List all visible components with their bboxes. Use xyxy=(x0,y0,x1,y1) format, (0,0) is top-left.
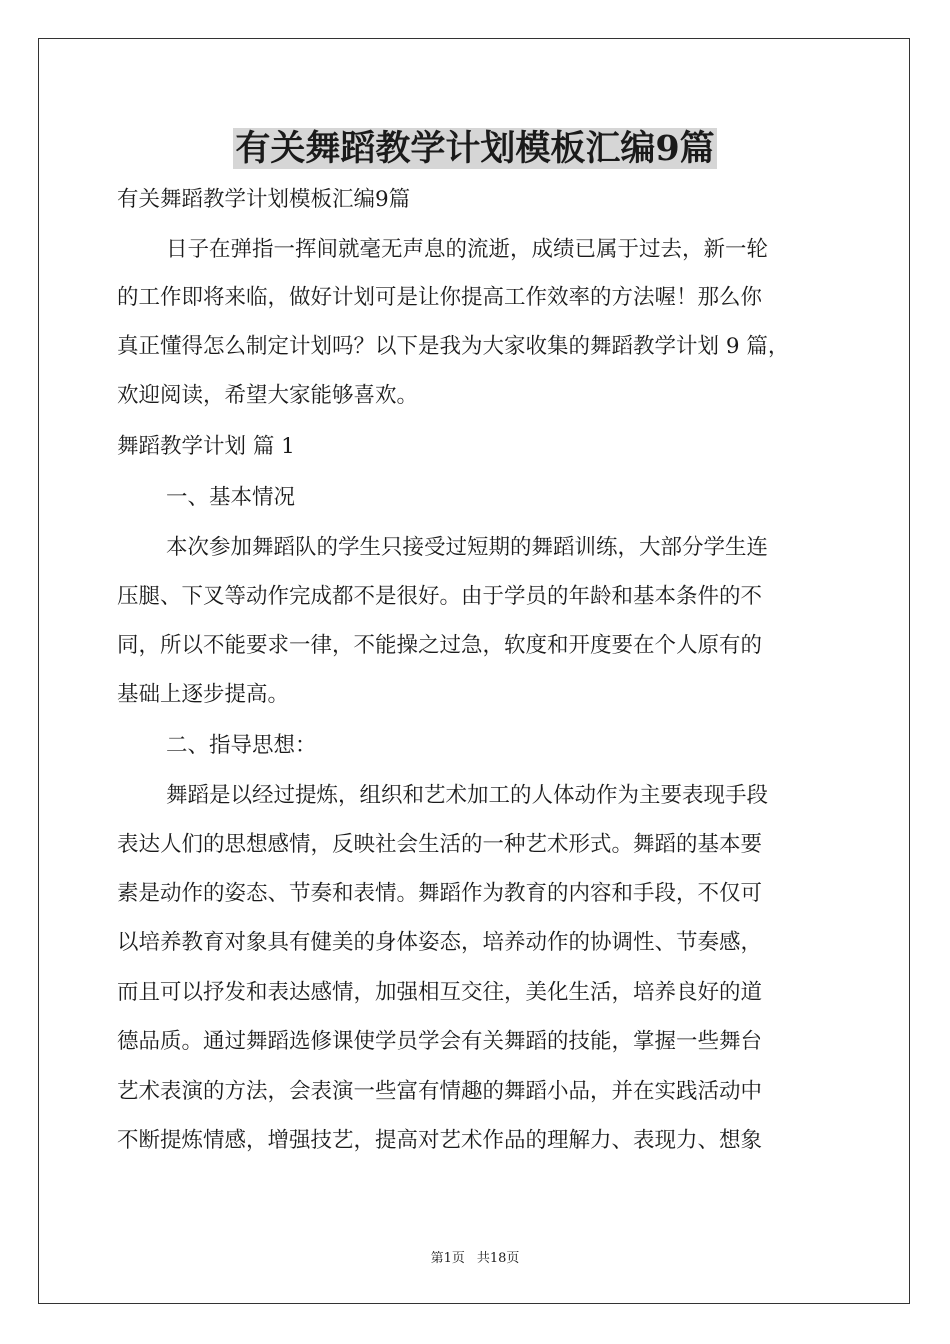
intro-line: 欢迎阅读，希望大家能够喜欢。 xyxy=(117,383,419,408)
paragraph-line: 不断提炼情感，增强技艺，提高对艺术作品的理解力、表现力、想象 xyxy=(117,1128,763,1153)
paragraph-line: 基础上逐步提高。 xyxy=(117,682,290,707)
document-title xyxy=(0,124,950,174)
page-footer xyxy=(0,1250,950,1268)
heading-basic-situation: 一、基本情况 xyxy=(166,485,296,510)
paragraph-line: 素是动作的姿态、节奏和表情。舞蹈作为教育的内容和手段，不仅可 xyxy=(117,881,763,906)
paragraph-line: 德品质。通过舞蹈选修课使学员学会有关舞蹈的技能，掌握一些舞台 xyxy=(117,1029,763,1054)
paragraph-line: 以培养教育对象具有健美的身体姿态，培养动作的协调性、节奏感， xyxy=(117,930,763,955)
paragraph-line: 而且可以抒发和表达感情，加强相互交往，美化生活，培养良好的道 xyxy=(117,980,763,1005)
paragraph-line: 表达人们的思想感情，反映社会生活的一种艺术形式。舞蹈的基本要 xyxy=(117,832,763,857)
paragraph-line: 艺术表演的方法，会表演一些富有情趣的舞蹈小品，并在实践活动中 xyxy=(117,1079,763,1104)
intro-line: 真正懂得怎么制定计划吗？以下是我为大家收集的舞蹈教学计划 9 篇， xyxy=(117,334,790,359)
page-total: 共18页 xyxy=(476,1251,520,1266)
document-subtitle: 有关舞蹈教学计划模板汇编9篇 xyxy=(117,187,411,212)
page-border xyxy=(38,38,910,1304)
section-heading: 舞蹈教学计划 篇 1 xyxy=(117,434,295,459)
paragraph-line: 压腿、下叉等动作完成都不是很好。由于学员的年龄和基本条件的不 xyxy=(117,584,763,609)
paragraph-line: 舞蹈是以经过提炼，组织和艺术加工的人体动作为主要表现手段 xyxy=(166,783,769,808)
intro-line: 的工作即将来临，做好计划可是让你提高工作效率的方法喔！那么你 xyxy=(117,285,763,310)
paragraph-line: 同，所以不能要求一律，不能操之过急，软度和开度要在个人原有的 xyxy=(117,633,763,658)
intro-line: 日子在弹指一挥间就毫无声息的流逝，成绩已属于过去，新一轮 xyxy=(166,237,769,262)
paragraph-line: 本次参加舞蹈队的学生只接受过短期的舞蹈训练，大部分学生连 xyxy=(166,535,769,560)
page-number: 第1页 xyxy=(430,1251,465,1266)
heading-guiding-ideology: 二、指导思想： xyxy=(166,733,317,758)
document-title-text: 有关舞蹈教学计划模板汇编9篇 xyxy=(235,128,715,169)
